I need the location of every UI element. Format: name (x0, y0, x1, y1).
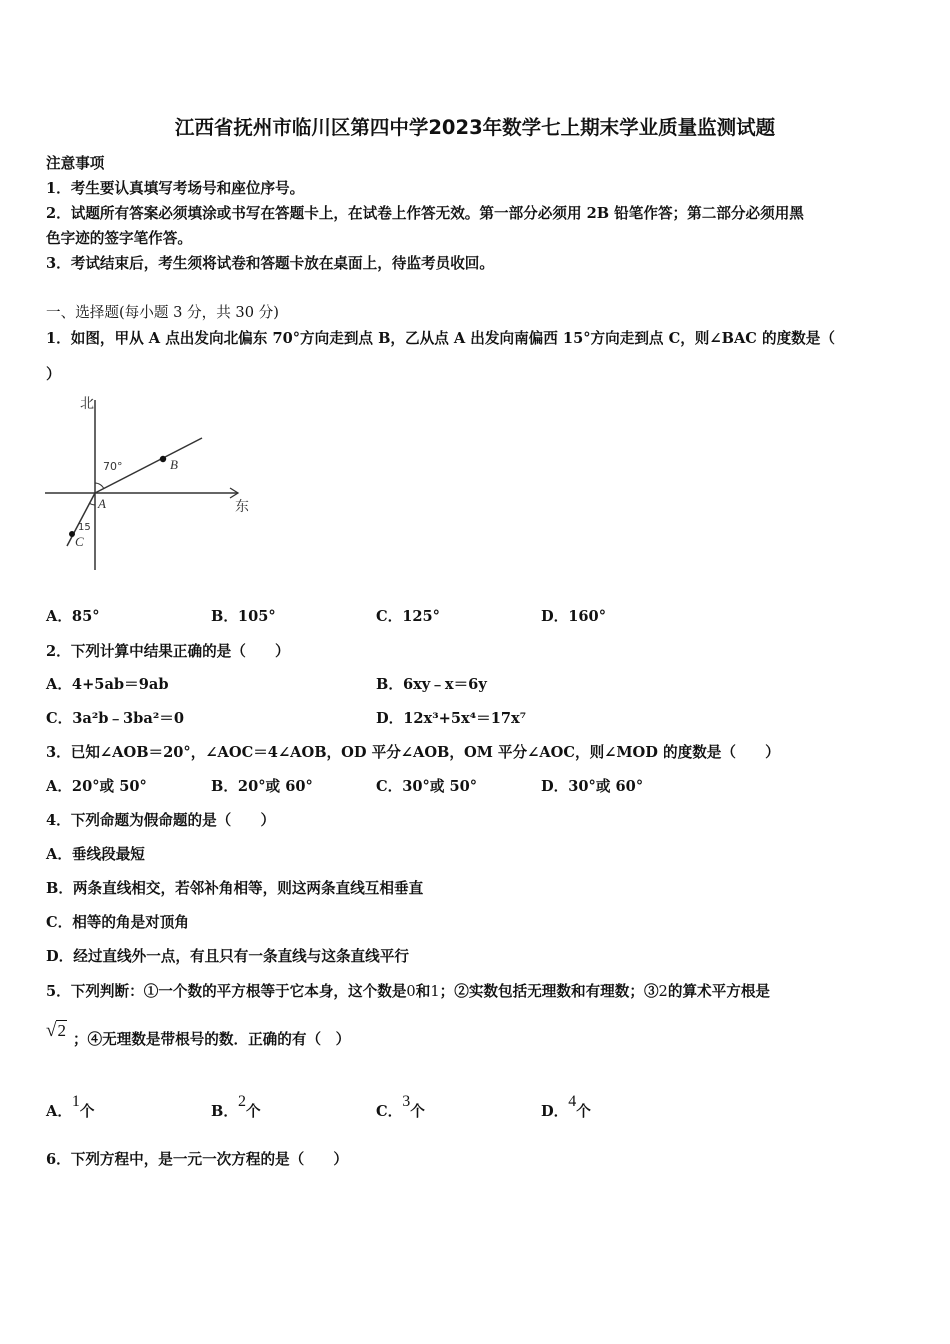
option-expr: 12x³+5x⁴＝17x⁷ (403, 710, 527, 727)
point-b-label: B (170, 457, 178, 472)
point-a-label: A (98, 496, 106, 511)
option-number: 3 (402, 1093, 411, 1110)
q3-option-c[interactable]: C．30°或 50° (376, 778, 478, 795)
angle-arc-15 (89, 503, 95, 505)
option-label: C． (376, 1103, 403, 1120)
q1-stem-close: ） (46, 366, 61, 383)
q5-text: ；②实数包括无理数和有理数；③ (439, 983, 659, 1000)
point-c-label: C (75, 534, 84, 549)
option-number: 4 (568, 1093, 577, 1110)
q3-option-d[interactable]: D．30°或 60° (541, 778, 644, 795)
notice-item: 1．考生要认真填写考场号和座位序号。 (46, 180, 305, 197)
q5-text: ；④无理数是带根号的数．正确的有（ ） (72, 1031, 351, 1048)
q5-text: 5．下列判断：①一个数的平方根等于它本身，这个数是 (46, 983, 407, 1000)
q1-option-d[interactable]: D．160° (541, 608, 607, 625)
q6-stem: 6．下列方程中，是一元一次方程的是（ ） (46, 1151, 349, 1168)
q5-value-zero: 0 (406, 983, 416, 1000)
north-label: 北 (80, 396, 94, 412)
q1-stem: 1．如图，甲从 A 点出发向北偏东 70°方向走到点 B，乙从点 A 出发向南偏西 15°方向走到点 C，则∠BAC 的度数是（ (46, 330, 835, 347)
q3-option-a[interactable]: A．20°或 50° (46, 778, 147, 795)
q5-stem-line2 (46, 1020, 351, 1050)
option-label: A． (46, 676, 72, 693)
q3-stem: 3．已知∠AOB＝20°，∠AOC＝4∠AOB，OD 平分∠AOB，OM 平分∠AOC，则∠MOD 的度数是（ ） (46, 744, 780, 761)
q2-option-c[interactable] (46, 707, 184, 728)
option-expr: 3a²b﹣3ba²＝0 (72, 710, 184, 727)
q4-option-c[interactable]: C．相等的角是对顶角 (46, 914, 189, 931)
q2-option-b[interactable] (376, 673, 487, 694)
option-unit: 个 (79, 1103, 95, 1120)
page-title: 江西省抚州市临川区第四中学2023年数学七上期末学业质量监测试题 (174, 116, 776, 139)
option-number: 1 (71, 1093, 80, 1110)
q1-direction-figure (40, 388, 270, 578)
notice-item: 2．试题所有答案必须填涂或书写在答题卡上，在试卷上作答无效。第一部分必须用 2B 铅笔作答；第二部分必须用黑 (46, 205, 804, 222)
option-unit: 个 (410, 1103, 425, 1120)
option-label: B． (376, 676, 403, 693)
option-unit: 个 (245, 1103, 261, 1120)
q3-option-b[interactable]: B．20°或 60° (211, 778, 313, 795)
q5-value-two: 2 (658, 983, 668, 1000)
option-unit: 个 (576, 1103, 591, 1120)
q2-option-d[interactable] (376, 707, 526, 728)
angle-label-15: 15 (78, 522, 91, 533)
q4-option-d[interactable]: D．经过直线外一点，有且只有一条直线与这条直线平行 (46, 948, 409, 965)
option-label: B． (211, 1103, 238, 1120)
q5-option-c[interactable] (376, 1093, 425, 1121)
q2-option-a[interactable] (46, 673, 169, 694)
notice-item: 3．考试结束后，考生须将试卷和答题卡放在桌面上，待监考员收回。 (46, 255, 494, 272)
option-number: 2 (237, 1093, 246, 1110)
q5-value-one: 1 (430, 983, 440, 1000)
q5-option-d[interactable] (541, 1093, 591, 1121)
q5-text: 和 (415, 983, 431, 1000)
option-label: D． (376, 710, 404, 727)
q4-stem: 4．下列命题为假命题的是（ ） (46, 812, 276, 829)
sqrt-two: √2 (46, 1020, 66, 1041)
q5-text: 的算术平方根是 (667, 983, 771, 1000)
east-label: 东 (235, 499, 249, 515)
option-expr: 6xy﹣x＝6y (402, 676, 487, 693)
angle-arc-70 (95, 483, 104, 489)
notice-heading: 注意事项 (46, 155, 105, 172)
q1-option-c[interactable]: C．125° (376, 608, 440, 625)
notice-item: 色字迹的签字笔作答。 (46, 230, 192, 247)
sqrt-radicand: 2 (57, 1021, 66, 1040)
option-label: C． (46, 710, 73, 727)
q5-option-b[interactable] (211, 1093, 261, 1121)
option-label: A． (46, 1103, 72, 1120)
option-label: D． (541, 1103, 569, 1120)
point-b (160, 456, 166, 462)
q2-stem: 2．下列计算中结果正确的是（ ） (46, 643, 290, 660)
section-heading: 一、选择题(每小题 3 分，共 30 分) (46, 304, 279, 321)
q1-option-b[interactable]: B．105° (211, 608, 276, 625)
option-expr: 4+5ab＝9ab (71, 676, 169, 693)
q4-option-b[interactable]: B．两条直线相交，若邻补角相等，则这两条直线互相垂直 (46, 880, 424, 897)
q5-option-a[interactable] (46, 1093, 95, 1121)
q5-stem (46, 980, 770, 1001)
q4-option-a[interactable]: A．垂线段最短 (46, 846, 145, 863)
q1-option-a[interactable]: A．85° (46, 608, 100, 625)
angle-label-70: 70° (103, 460, 123, 473)
